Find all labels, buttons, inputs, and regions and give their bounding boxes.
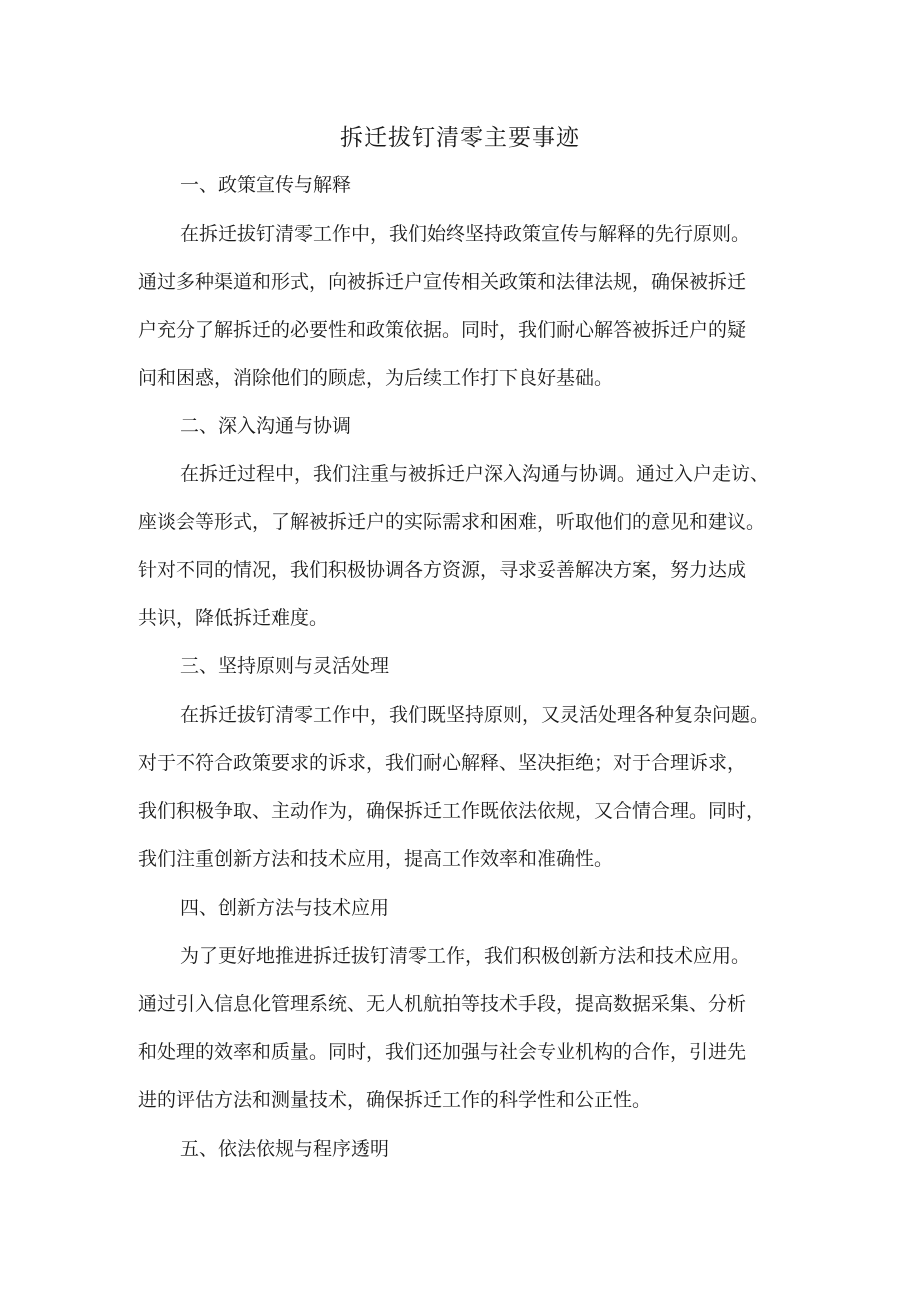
section-paragraph-4-line-2 — [138, 989, 798, 1019]
paragraph-line: 对于不符合政策要求的诉求，我们耐心解释、坚决拒绝；对于合理诉求， — [138, 752, 747, 774]
paragraph-line: 户充分了解拆迁的必要性和政策依据。同时，我们耐心解答被拆迁户的疑 — [138, 319, 747, 341]
section-heading-3-block — [138, 651, 798, 681]
paragraph-line: 我们注重创新方法和技术应用，提高工作效率和准确性。 — [138, 848, 614, 870]
section-paragraph-1-line-3 — [138, 315, 798, 345]
section-paragraph-1-line-2 — [138, 267, 798, 297]
section-paragraph-3 — [138, 700, 798, 730]
paragraph-line: 我们积极争取、主动作为，确保拆迁工作既依法依规，又合情合理。同时， — [138, 800, 766, 822]
section-paragraph-2 — [138, 459, 798, 489]
paragraph-line: 和处理的效率和质量。同时，我们还加强与社会专业机构的合作，引进先 — [138, 1041, 747, 1063]
paragraph-line: 进的评估方法和测量技术，确保拆迁工作的科学性和公正性。 — [138, 1089, 652, 1111]
section-paragraph-2-line-3 — [138, 555, 798, 585]
paragraph-line: 共识，降低拆迁难度。 — [138, 607, 329, 629]
paragraph-line: 在拆迁过程中，我们注重与被拆迁户深入沟通与协调。通过入户走访、 — [180, 463, 770, 485]
document-title: 拆迁拔钉清零主要事迹 — [340, 125, 580, 151]
section-heading: 二、深入沟通与协调 — [180, 415, 352, 437]
paragraph-line: 座谈会等形式，了解被拆迁户的实际需求和困难，听取他们的意见和建议。 — [138, 511, 766, 533]
section-heading: 三、坚持原则与灵活处理 — [180, 655, 390, 677]
section-paragraph-4-line-3 — [138, 1037, 798, 1067]
section-paragraph-4 — [138, 941, 798, 971]
section-paragraph-3-line-3 — [138, 796, 798, 826]
section-paragraph-4-line-4 — [138, 1085, 798, 1115]
section-paragraph-1-line-4 — [138, 363, 798, 393]
section-heading-2-block — [138, 411, 798, 441]
paragraph-line: 问和困惑，消除他们的顾虑，为后续工作打下良好基础。 — [138, 367, 614, 389]
paragraph-line: 在拆迁拔钉清零工作中，我们既坚持原则，又灵活处理各种复杂问题。 — [180, 704, 770, 726]
section-paragraph-1 — [138, 219, 798, 249]
section-paragraph-3-line-4 — [138, 844, 798, 874]
paragraph-line: 为了更好地推进拆迁拔钉清零工作，我们积极创新方法和技术应用。 — [180, 945, 751, 967]
section-paragraph-3-line-2 — [138, 748, 798, 778]
section-paragraph-2-line-4 — [138, 603, 798, 633]
paragraph-line: 针对不同的情况，我们积极协调各方资源，寻求妥善解决方案，努力达成 — [138, 559, 747, 581]
section-heading: 五、依法依规与程序透明 — [180, 1138, 390, 1160]
section-heading: 四、创新方法与技术应用 — [180, 897, 390, 919]
section-heading-5-block — [138, 1134, 798, 1164]
paragraph-line: 通过引入信息化管理系统、无人机航拍等技术手段，提高数据采集、分析 — [138, 993, 747, 1015]
section-heading-4-block — [138, 893, 798, 923]
section-heading-1-block — [138, 170, 798, 200]
section-paragraph-2-line-2 — [138, 507, 798, 537]
paragraph-line: 在拆迁拔钉清零工作中，我们始终坚持政策宣传与解释的先行原则。 — [180, 223, 751, 245]
section-heading: 一、政策宣传与解释 — [180, 174, 352, 196]
paragraph-line: 通过多种渠道和形式，向被拆迁户宣传相关政策和法律法规，确保被拆迁 — [138, 271, 747, 293]
